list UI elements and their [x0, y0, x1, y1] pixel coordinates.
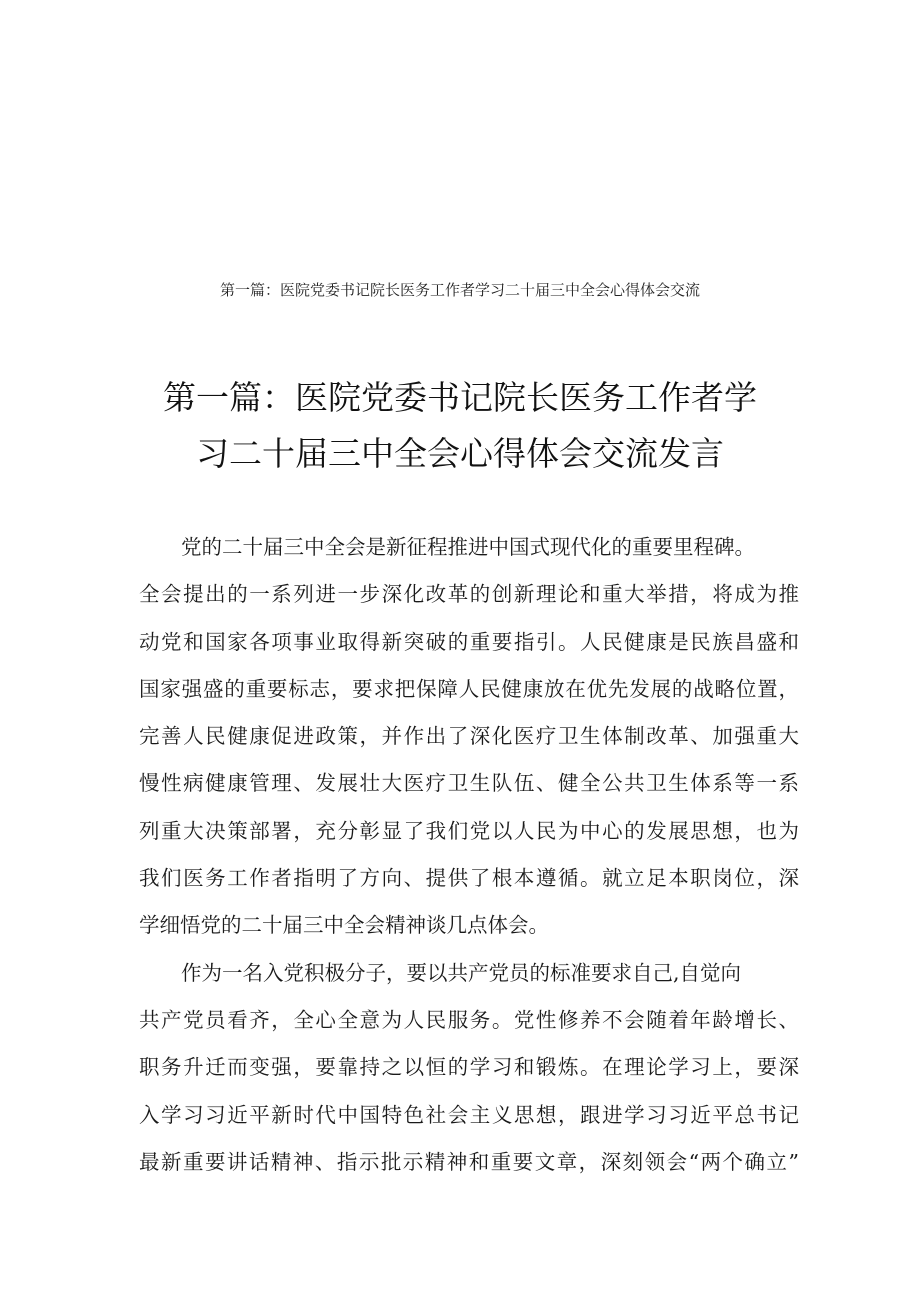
paragraph [139, 524, 799, 950]
text-line: 党的二十届三中全会是新征程推进中国式现代化的重要里程碑。 [181, 535, 755, 559]
text-line: 动党和国家各项事业取得新突破的重要指引。人民健康是民族昌盛和 [139, 629, 799, 654]
text-line: 职务升迁而变强，要靠持之以恒的学习和锻炼。在理论学习上，要深 [139, 1055, 799, 1080]
text-line: 列重大决策部署，充分彰显了我们党以人民为中心的发展思想，也为 [139, 818, 799, 843]
text-line: 我们医务工作者指明了方向、提供了根本遵循。就立足本职岗位，深 [139, 866, 799, 891]
text-line: 慢性病健康管理、发展壮大医疗卫生队伍、健全公共卫生体系等一系 [139, 771, 799, 796]
text-line: 国家强盛的重要标志，要求把保障人民健康放在优先发展的战略位置， [139, 676, 799, 701]
text-line: 完善人民健康促进政策，并作出了深化医疗卫生体制改革、加强重大 [139, 724, 799, 749]
text-line: 入学习习近平新时代中国特色社会主义思想，跟进学习习近平总书记 [139, 1102, 799, 1127]
running-header: 第一篇：医院党委书记院长医务工作者学习二十届三中全会心得体会交流 [219, 281, 700, 299]
text-line: 共产党员看齐，全心全意为人民服务。党性修养不会随着年龄增长、 [139, 1007, 799, 1032]
paragraph [139, 950, 799, 1186]
title-line: 第一篇：医院党委书记院长医务工作者学 [163, 378, 757, 417]
document-body [139, 524, 799, 1186]
text-line: 作为一名入党积极分子，要以共产党员的标准要求自己,自觉向 [181, 960, 742, 985]
text-line: 学细悟党的二十届三中全会精神谈几点体会。 [139, 913, 549, 938]
text-line: 全会提出的一系列进一步深化改革的创新理论和重大举措，将成为推 [139, 582, 799, 607]
text-line: 最新重要讲话精神、指示批示精神和重要文章，深刻领会“两个确立” [139, 1149, 799, 1174]
document-title [120, 370, 800, 482]
title-line: 习二十届三中全会心得体会交流发言 [196, 434, 724, 473]
